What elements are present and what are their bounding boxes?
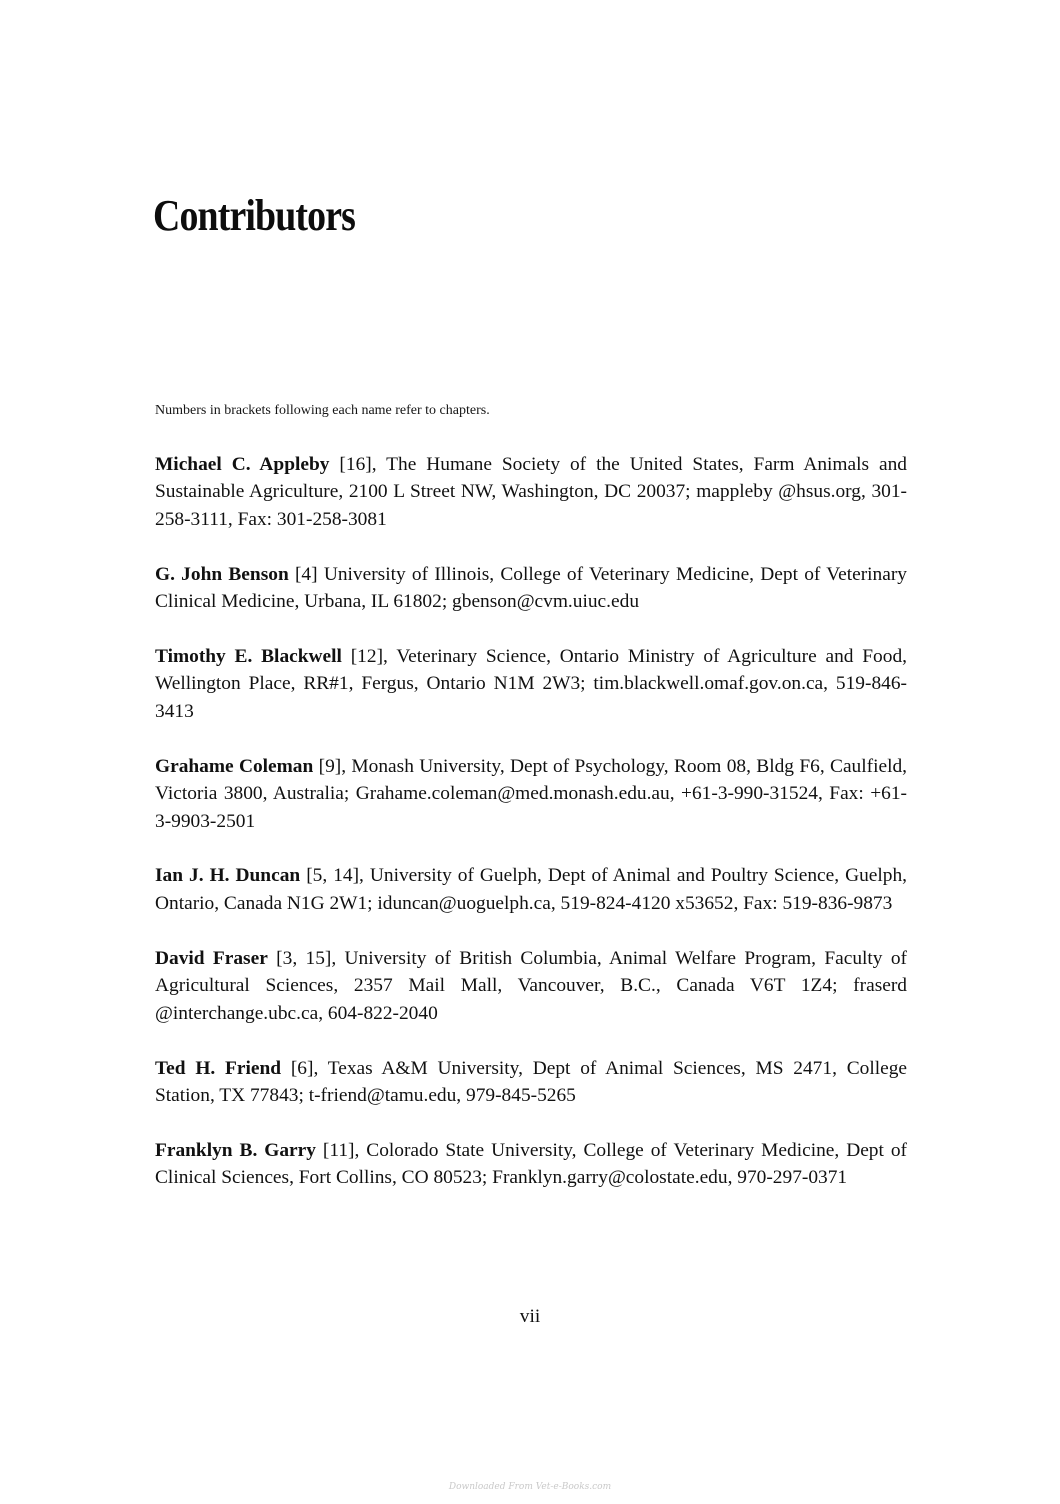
contributor-details: [4] University of Illinois, College of Veterinary Medicine, Dept of Veterinary Clinical Medicine, Urbana, IL 61802; gbenson@cvm.uiuc.edu bbox=[155, 563, 907, 613]
contributor-details: [5, 14], University of Guelph, Dept of Animal and Poultry Science, Guelph, Ontario, Canada N1G 2W1; iduncan@uoguelph.ca, 519-824-4120 x53652, Fax: 519-836-9873 bbox=[155, 865, 908, 914]
contributor-details: [12], Veterinary Science, Ontario Ministry of Agriculture and Food, Wellington Place, RR#1, Fergus, Ontario N1M 2W3; tim.blackwell.omaf.gov.on.ca, 519-846-3413 bbox=[155, 646, 907, 722]
contributor-list bbox=[155, 451, 907, 1219]
contributor-entry bbox=[155, 945, 907, 1027]
contributor-entry bbox=[155, 1137, 907, 1192]
contributor-details: [16], The Humane Society of the United States, Farm Animals and Sustainable Agriculture, 2100 L Street NW, Washington, DC 20037; mappleby @hsus.org, 301-258-3111, Fax: 301-258-3081 bbox=[155, 454, 907, 530]
contributor-details: [3, 15], University of British Columbia, Animal Welfare Program, Faculty of Agricultural Sciences, 2357 Mail Mall, Vancouver, B.C., Canada V6T 1Z4; fraserd @interchange.ubc.ca, 604-822-2040 bbox=[155, 947, 907, 1024]
contributor-details: [11], Colorado State University, College of Veterinary Medicine, Dept of Clinical Sciences, Fort Collins, CO 80523; Franklyn.garry@colostate.edu, 970-297-0371 bbox=[155, 1139, 907, 1189]
contributor-name: Michael C. Appleby bbox=[155, 454, 330, 475]
contributor-name: Franklyn B. Garry bbox=[155, 1139, 316, 1161]
contributor-entry bbox=[155, 643, 907, 725]
page-title: Contributors bbox=[153, 191, 356, 240]
page-number: vii bbox=[519, 1306, 541, 1327]
download-watermark: Downloaded From Vet-e-Books.com bbox=[448, 1482, 612, 1492]
contributor-entry bbox=[155, 1055, 907, 1110]
contributor-entry bbox=[155, 753, 907, 835]
contributor-name: G. John Benson bbox=[155, 563, 289, 585]
contributor-entry bbox=[155, 451, 907, 533]
contributor-entry bbox=[155, 862, 907, 917]
contributor-name: Ian J. H. Duncan bbox=[155, 865, 301, 887]
intro-note: Numbers in brackets following each name refer to chapters. bbox=[155, 403, 490, 418]
contributor-entry bbox=[155, 561, 907, 616]
contributor-name: Grahame Coleman bbox=[155, 755, 314, 777]
contributor-name: David Fraser bbox=[155, 947, 268, 969]
contributor-details: [9], Monash University, Dept of Psychology, Room 08, Bldg F6, Caulfield, Victoria 3800, Australia; Grahame.coleman@med.monash.edu.au, +61-3-990-31524, Fax: +61-3-9903-2501 bbox=[155, 755, 908, 832]
contributor-details: [6], Texas A&M University, Dept of Animal Sciences, MS 2471, College Station, TX 77843; t-friend@tamu.edu, 979-845-5265 bbox=[155, 1057, 908, 1106]
contributor-name: Timothy E. Blackwell bbox=[155, 646, 342, 668]
contributor-name: Ted H. Friend bbox=[155, 1057, 282, 1079]
